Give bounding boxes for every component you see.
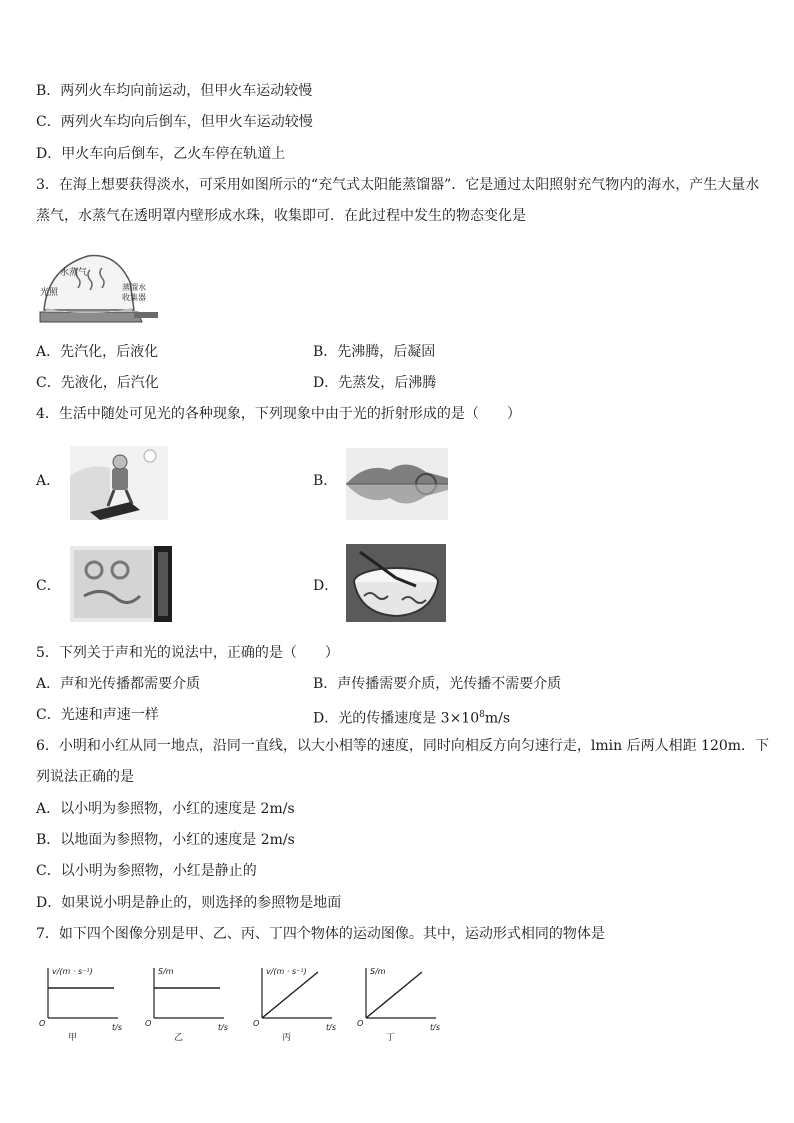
- q6-stem-line1: 6．小明和小红从同一地点，沿同一直线，以大小相等的速度，同时向相反方向匀速行走，lmin 后两人相距 120m．下: [36, 738, 770, 754]
- q3-stem-line1: 3．在海上想要获得淡水，可采用如图所示的“充气式太阳能蒸馏器”．它是通过太阳照射充气物内的海水，产生大量水: [36, 177, 760, 193]
- q6-option-a: A．以小明为参照物，小红的速度是 2m/s: [36, 801, 295, 817]
- shadow-photo: [70, 446, 168, 520]
- q4-label-d: D．: [313, 578, 339, 594]
- q6-option-d: D．如果说小明是静止的，则选择的参照物是地面: [36, 895, 342, 911]
- graph-y-label: S/m: [158, 967, 174, 976]
- q4-label-b: B．: [313, 473, 338, 489]
- q6-option-b: B．以地面为参照物，小红的速度是 2m/s: [36, 832, 295, 848]
- graph-y-label: v/(m · s⁻¹): [266, 967, 307, 976]
- q3-option-a: A．先汽化，后液化: [36, 344, 159, 360]
- label-vapor: 水蒸气: [60, 268, 88, 278]
- graph-y-label: S/m: [370, 967, 386, 976]
- reflection-photo: [346, 448, 448, 520]
- graph-data-line: [366, 972, 422, 1018]
- q5-option-c: C．光速和声速一样: [36, 707, 159, 723]
- q5-option-d-exponent: 8: [479, 710, 485, 720]
- q2-option-c: C．两列火车均向后倒车，但甲火车运动较慢: [36, 114, 313, 130]
- q3-option-c: C．先液化，后汽化: [36, 375, 159, 391]
- graph-y-label: v/(m · s⁻¹): [52, 967, 93, 976]
- graph-name: 丙: [282, 1033, 292, 1042]
- bowl-pencil-photo: [346, 544, 446, 622]
- q5-option-b: B．声传播需要介质，光传播不需要介质: [313, 676, 562, 692]
- q5-option-a: A．声和光传播都需要介质: [36, 676, 201, 692]
- q7-stem: 7．如下四个图像分别是甲、乙、丙、丁四个物体的运动图像。其中，运动形式相同的物体是: [36, 926, 605, 942]
- q3-stem-line2: 蒸气，水蒸气在透明罩内壁形成水珠，收集即可．在此过程中发生的物态变化是: [36, 208, 526, 224]
- q2-option-d: D．甲火车向后倒车，乙火车停在轨道上: [36, 146, 286, 162]
- q4-stem: 4．生活中随处可见光的各种现象，下列现象中由于光的折射形成的是（ ）: [36, 406, 521, 422]
- graph-origin: O: [145, 1019, 152, 1028]
- q4-label-c: C．: [36, 578, 61, 594]
- solar-still-figure: [38, 248, 162, 328]
- q5-option-d-prefix: D．光的传播速度是 3×10: [313, 710, 480, 727]
- motion-graphs: [38, 958, 442, 1042]
- q5-option-d: [313, 705, 510, 729]
- graph-origin: O: [39, 1019, 46, 1028]
- graph-name: 乙: [174, 1033, 184, 1042]
- q3-option-d: D．先蒸发，后沸腾: [313, 375, 437, 391]
- q4-label-a: A．: [36, 473, 61, 489]
- graph-origin: O: [253, 1019, 260, 1028]
- q3-option-b: B．先沸腾，后凝固: [313, 344, 436, 360]
- graph-x-label: t/s: [430, 1023, 440, 1032]
- graph-data-line: [262, 972, 318, 1018]
- magnifier-photo: [70, 546, 172, 622]
- q6-option-c: C．以小明为参照物，小红是静止的: [36, 863, 257, 879]
- graph-name: 丁: [386, 1033, 396, 1042]
- q5-option-d-suffix: m/s: [484, 710, 511, 727]
- graph-x-label: t/s: [326, 1023, 336, 1032]
- label-collector-1: 蒸馏水: [122, 283, 146, 292]
- label-sun: 光照: [40, 288, 59, 298]
- graph-x-label: t/s: [218, 1023, 228, 1032]
- label-collector-2: 收集器: [122, 293, 146, 302]
- graph-name: 甲: [68, 1033, 78, 1042]
- q2-option-b: B．两列火车均向前运动，但甲火车运动较慢: [36, 83, 313, 99]
- graph-origin: O: [357, 1019, 364, 1028]
- graph-x-label: t/s: [112, 1023, 122, 1032]
- q5-stem: 5．下列关于声和光的说法中，正确的是（ ）: [36, 645, 339, 661]
- q6-stem-line2: 列说法正确的是: [36, 769, 134, 785]
